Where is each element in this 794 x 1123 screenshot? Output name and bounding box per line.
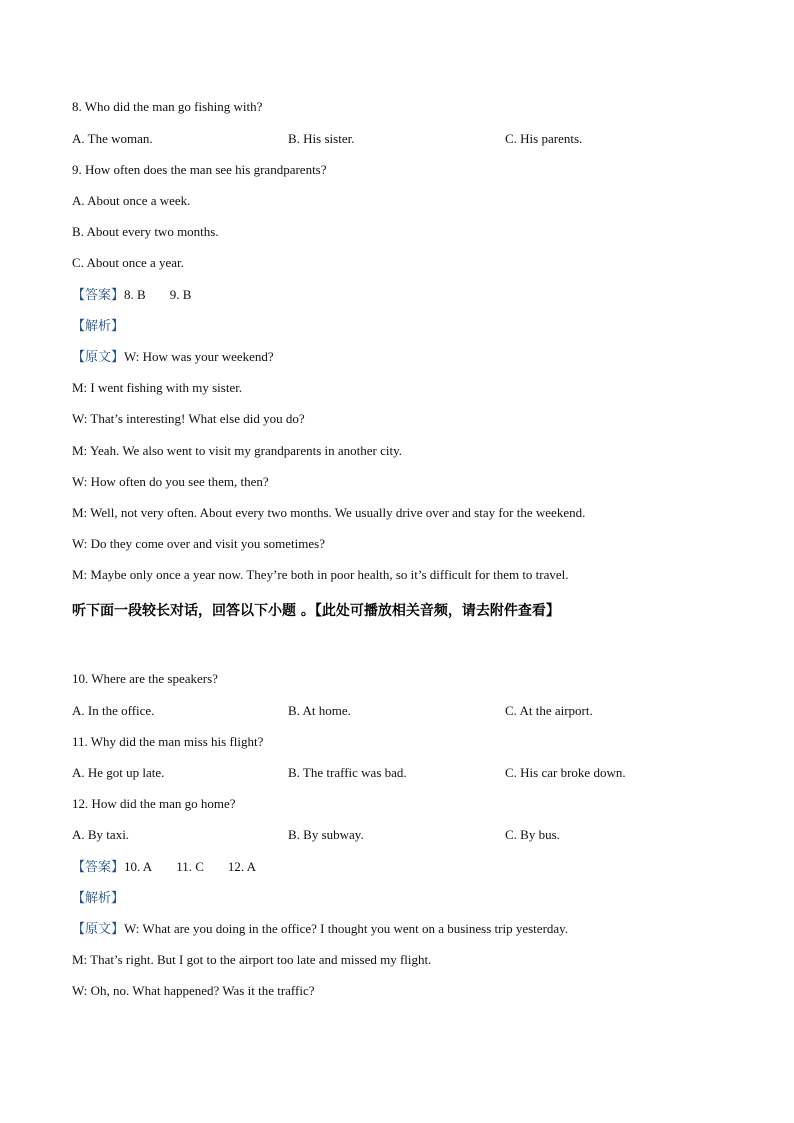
answer-item: 12. A bbox=[227, 859, 257, 874]
answer-item: 9. B bbox=[169, 287, 192, 302]
q11-option-a: A. He got up late. bbox=[72, 765, 165, 780]
transcript-line bbox=[72, 349, 274, 366]
analysis-block-1 bbox=[72, 318, 124, 335]
transcript-tag: 【原文】 bbox=[72, 350, 125, 365]
q12-option-a: A. By taxi. bbox=[72, 827, 130, 842]
transcript-line: M: I went fishing with my sister. bbox=[72, 380, 243, 395]
transcript-line: W: How often do you see them, then? bbox=[72, 474, 269, 489]
q11-option-c: C. His car broke down. bbox=[505, 765, 626, 780]
question-10: 10. Where are the speakers? bbox=[72, 671, 218, 686]
answer-tag: 【答案】 bbox=[72, 288, 125, 303]
transcript-line: W: Oh, no. What happened? Was it the traffic? bbox=[72, 983, 315, 998]
transcript-text: W: How was your weekend? bbox=[124, 349, 274, 364]
answer-item: 8. B bbox=[124, 287, 146, 302]
analysis-tag: 【解析】 bbox=[72, 891, 125, 906]
analysis-block-2 bbox=[72, 890, 124, 907]
q10-option-a: A. In the office. bbox=[72, 703, 155, 718]
q12-option-c: C. By bus. bbox=[505, 827, 560, 842]
q8-option-b: B. His sister. bbox=[288, 131, 355, 146]
analysis-tag: 【解析】 bbox=[72, 319, 125, 334]
transcript-line bbox=[72, 921, 568, 938]
answer-block-1 bbox=[72, 287, 215, 304]
answer-block-2 bbox=[72, 859, 280, 876]
question-8: 8. Who did the man go fishing with? bbox=[72, 99, 263, 114]
question-11: 11. Why did the man miss his flight? bbox=[72, 734, 264, 749]
q9-option-b: B. About every two months. bbox=[72, 224, 219, 239]
answer-item: 10. A bbox=[124, 859, 153, 874]
q9-option-c: C. About once a year. bbox=[72, 255, 184, 270]
transcript-text: W: What are you doing in the office? I thought you went on a business trip yesterday. bbox=[124, 921, 569, 936]
transcript-line: M: Maybe only once a year now. They’re both in poor health, so it’s difficult for them to travel. bbox=[72, 567, 569, 582]
q10-option-c: C. At the airport. bbox=[505, 703, 593, 718]
transcript-line: W: Do they come over and visit you sometimes? bbox=[72, 536, 325, 551]
q12-option-b: B. By subway. bbox=[288, 827, 364, 842]
question-9: 9. How often does the man see his grandparents? bbox=[72, 162, 327, 177]
answer-tag: 【答案】 bbox=[72, 860, 125, 875]
question-12: 12. How did the man go home? bbox=[72, 796, 236, 811]
q10-option-b: B. At home. bbox=[288, 703, 351, 718]
section-heading: 听下面一段较长对话，回答以下小题 。【此处可播放相关音频，请去附件查看】 bbox=[72, 603, 560, 619]
transcript-line: W: That’s interesting! What else did you do? bbox=[72, 411, 305, 426]
q9-option-a: A. About once a week. bbox=[72, 193, 191, 208]
q8-option-a: A. The woman. bbox=[72, 131, 153, 146]
q11-option-b: B. The traffic was bad. bbox=[288, 765, 407, 780]
answer-item: 11. C bbox=[176, 859, 204, 874]
transcript-tag: 【原文】 bbox=[72, 922, 125, 937]
q8-option-c: C. His parents. bbox=[505, 131, 583, 146]
transcript-line: M: That’s right. But I got to the airport too late and missed my flight. bbox=[72, 952, 432, 967]
transcript-line: M: Yeah. We also went to visit my grandparents in another city. bbox=[72, 443, 403, 458]
transcript-line: M: Well, not very often. About every two months. We usually drive over and stay for the weekend. bbox=[72, 505, 586, 520]
